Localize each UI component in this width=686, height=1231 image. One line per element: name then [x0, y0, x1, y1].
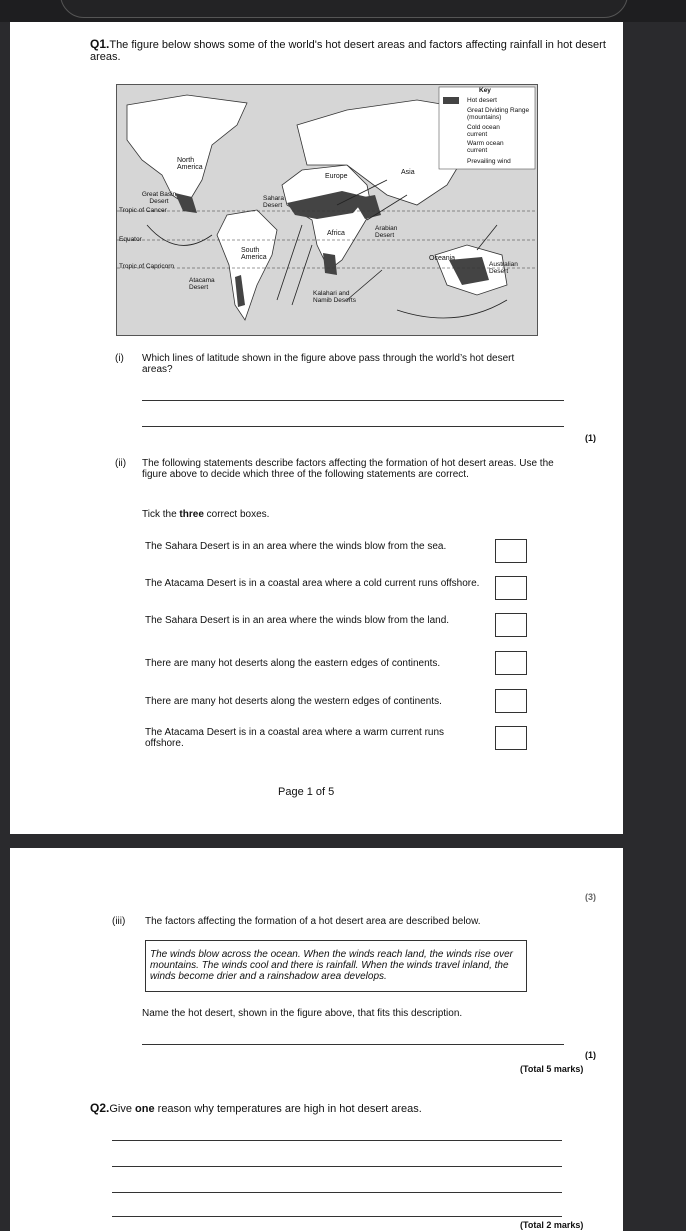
total-marks: (Total 5 marks)	[520, 1064, 584, 1074]
question-ii-text: The following statements describe factors affecting the formation of hot desert areas. Use the figure above to decide which three of the following statements are correct.	[142, 458, 554, 480]
label-australian: Australian Desert	[489, 261, 518, 275]
tick-box-4[interactable]	[495, 651, 527, 675]
key-prevailing-wind: Prevailing wind	[467, 158, 511, 165]
label-europe: Europe	[325, 173, 348, 180]
answer-line[interactable]	[142, 426, 564, 427]
statement-5: There are many hot deserts along the western edges of continents.	[145, 696, 442, 707]
marks-label: (1)	[585, 433, 596, 443]
statement-4: There are many hot deserts along the eastern edges of continents.	[145, 658, 441, 669]
label-north-america: North America	[177, 157, 203, 171]
label-sahara: Sahara Desert	[263, 195, 284, 209]
total-marks: (Total 2 marks)	[520, 1220, 584, 1230]
name-question: Name the hot desert, shown in the figure above, that fits this description.	[142, 1008, 463, 1019]
key-hot-desert: Hot desert	[467, 97, 497, 104]
browser-top-bar	[0, 0, 686, 22]
question-iii-text: The factors affecting the formation of a hot desert area are described below.	[145, 916, 481, 927]
question-1-title: Q1.The figure below shows some of the world's hot desert areas and factors affecting rainfall in hot desert areas.	[90, 37, 606, 63]
question-ii-number: (ii)	[115, 458, 127, 469]
answer-line[interactable]	[112, 1140, 562, 1141]
marks-label: (3)	[585, 892, 596, 902]
label-great-basin: Great Basin Desert	[141, 191, 177, 205]
answer-line[interactable]	[112, 1192, 562, 1193]
page-number: Page 1 of 5	[278, 786, 335, 798]
label-arabian: Arabian Desert	[375, 225, 398, 239]
tick-box-2[interactable]	[495, 576, 527, 600]
tick-box-3[interactable]	[495, 613, 527, 637]
answer-line[interactable]	[112, 1166, 562, 1167]
statement-6: The Atacama Desert is in a coastal area where a warm current runs offshore.	[145, 727, 445, 749]
statement-3: The Sahara Desert is in an area where the winds blow from the land.	[145, 615, 450, 626]
question-iii-number: (iii)	[112, 916, 126, 927]
world-map-figure	[116, 84, 538, 336]
answer-line[interactable]	[142, 400, 564, 401]
answer-line[interactable]	[142, 1044, 564, 1045]
label-atacama: Atacama Desert	[189, 277, 215, 291]
tick-box-6[interactable]	[495, 726, 527, 750]
statement-1: The Sahara Desert is in an area where the winds blow from the sea.	[145, 541, 447, 552]
statement-2: The Atacama Desert is in a coastal area where a cold current runs offshore.	[145, 578, 480, 589]
marks-label: (1)	[585, 1050, 596, 1060]
question-i-text: Which lines of latitude shown in the figure above pass through the world’s hot desert areas?	[142, 353, 515, 375]
tick-box-5[interactable]	[495, 689, 527, 713]
label-tropic-cancer: Tropic of Cancer	[119, 207, 167, 214]
document-page-1	[10, 22, 623, 834]
tab-outline	[60, 0, 628, 18]
label-kalahari: Kalahari and Namib Deserts	[313, 290, 356, 304]
key-mountains: Great Dividing Range (mountains)	[467, 107, 530, 121]
document-page-2	[10, 848, 623, 1231]
key-warm-current: Warm ocean current	[467, 140, 504, 154]
description-box: The winds blow across the ocean. When the winds reach land, the winds rise over mountains. The winds cool and there is rainfall. When the winds travel inland, the winds become drier and a rainshadow area develops.	[145, 940, 527, 992]
tick-instruction: Tick the three correct boxes.	[142, 509, 270, 520]
key-title: Key	[479, 87, 491, 94]
question-i-number: (i)	[115, 353, 124, 364]
label-africa: Africa	[327, 230, 345, 237]
question-2-title: Q2.Give one reason why temperatures are high in hot desert areas.	[90, 1101, 422, 1115]
label-asia: Asia	[401, 169, 415, 176]
label-equator: Equator	[119, 236, 142, 243]
tick-box-1[interactable]	[495, 539, 527, 563]
key-cold-current: Cold ocean current	[467, 124, 500, 138]
label-tropic-capricorn: Tropic of Capricorn	[119, 263, 175, 270]
label-south-america: South America	[241, 247, 267, 261]
kalahari-desert-mark	[323, 253, 337, 275]
label-oceania: Oceania	[429, 255, 456, 262]
answer-line[interactable]	[112, 1216, 562, 1217]
